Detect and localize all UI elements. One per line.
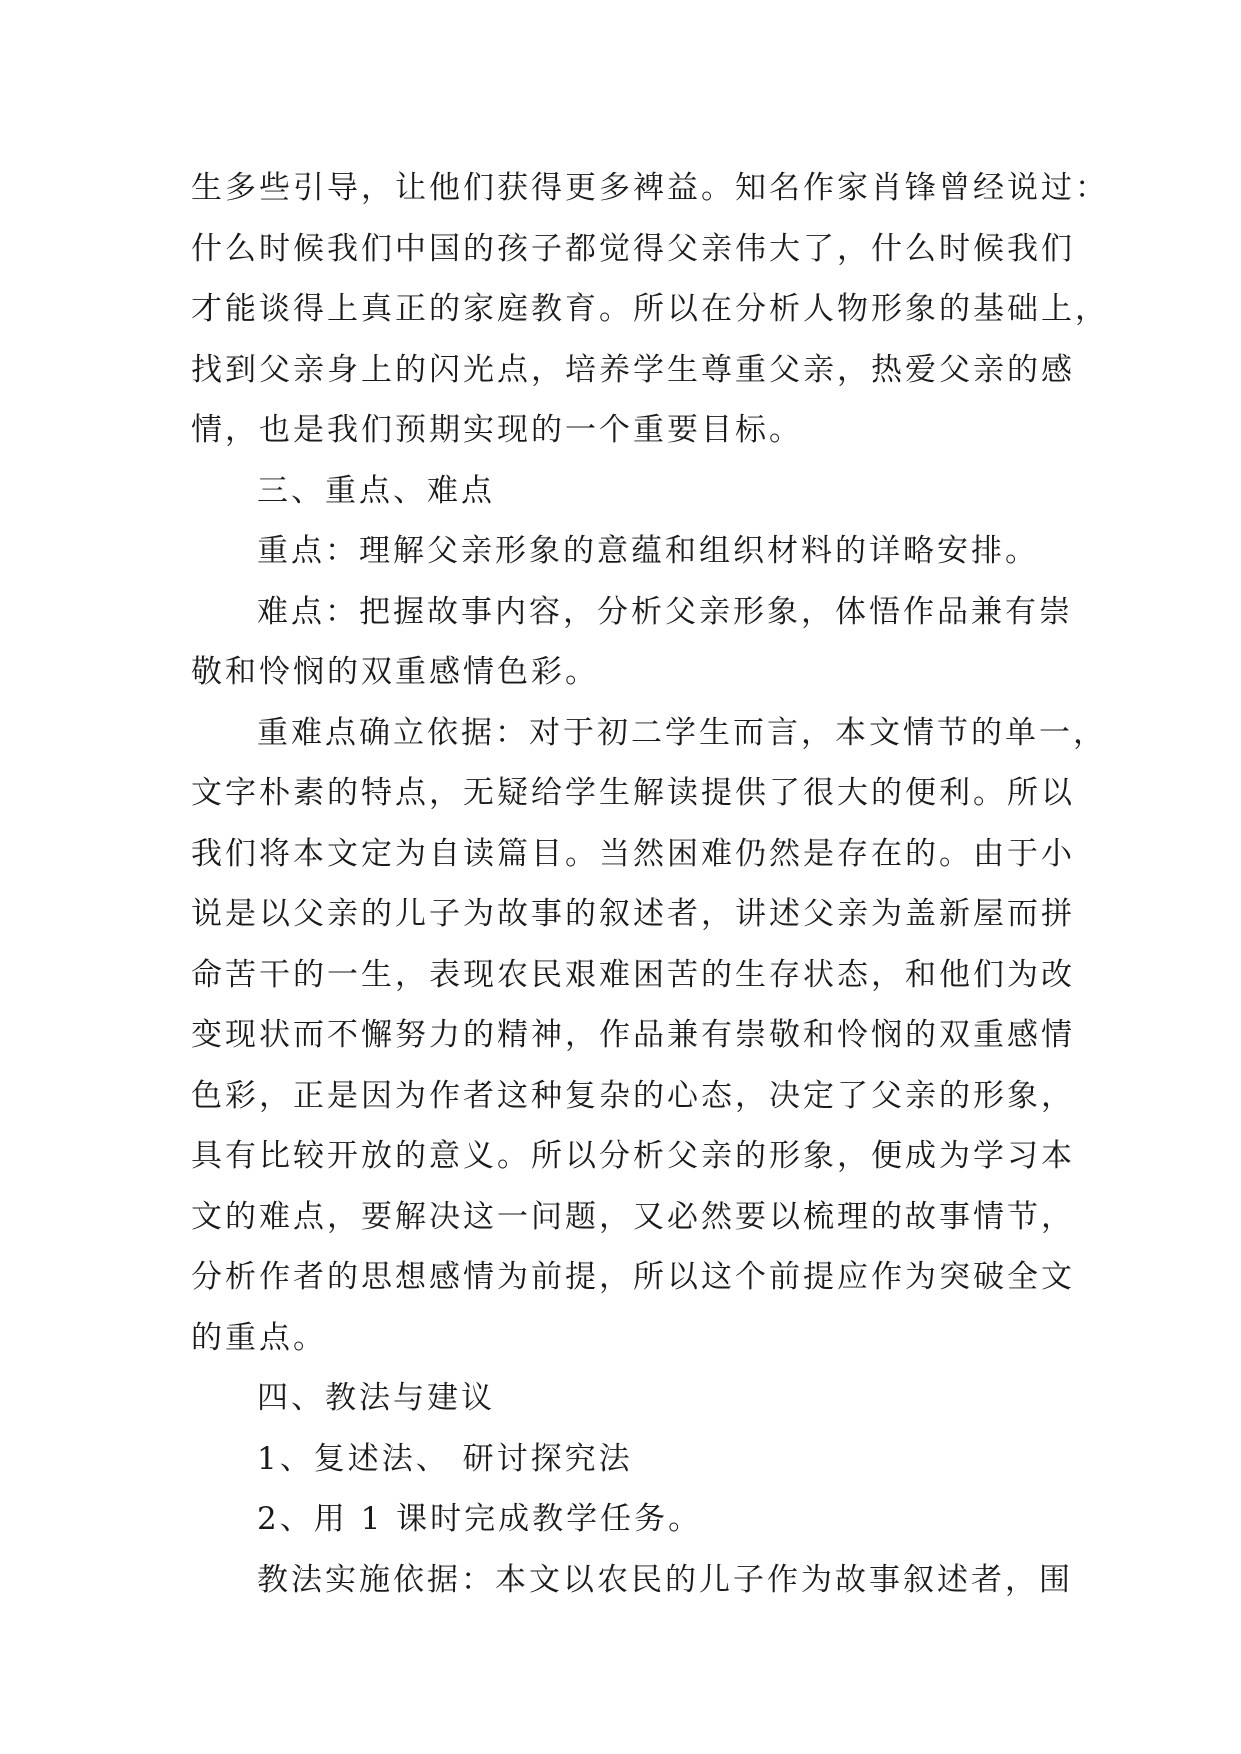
section-heading: 三、重点、难点 bbox=[257, 472, 495, 509]
list-item: 2、用 1 课时完成教学任务。 bbox=[257, 1501, 703, 1537]
paragraph-line: 情，也是我们预期实现的一个重要目标。 bbox=[191, 412, 803, 448]
paragraph-line: 才能谈得上真正的家庭教育。所以在分析人物形象的基础上， bbox=[191, 291, 1109, 327]
list-item: 1、复述法、 研讨探究法 bbox=[257, 1440, 633, 1477]
paragraph-line: 的重点。 bbox=[191, 1319, 327, 1356]
paragraph-line: 分析作者的思想感情为前提，所以这个前提应作为突破全文 bbox=[191, 1259, 1075, 1295]
paragraph-line: 文字朴素的特点，无疑给学生解读提供了很大的便利。所以 bbox=[191, 775, 1075, 811]
paragraph-line: 重难点确立依据：对于初二学生而言，本文情节的单一， bbox=[257, 714, 1107, 751]
paragraph-line: 色彩，正是因为作者这种复杂的心态，决定了父亲的形象， bbox=[191, 1077, 1075, 1114]
paragraph-line: 命苦干的一生，表现农民艰难困苦的生存状态，和他们为改 bbox=[191, 956, 1075, 993]
paragraph-line: 我们将本文定为自读篇目。当然困难仍然是存在的。由于小 bbox=[191, 835, 1075, 872]
paragraph-line: 教法实施依据：本文以农民的儿子作为故事叙述者，围 bbox=[257, 1561, 1073, 1598]
paragraph-line: 什么时候我们中国的孩子都觉得父亲伟大了，什么时候我们 bbox=[191, 230, 1075, 267]
paragraph-line: 变现状而不懈努力的精神，作品兼有崇敬和怜悯的双重感情 bbox=[191, 1017, 1075, 1053]
paragraph-line: 敬和怜悯的双重感情色彩。 bbox=[191, 654, 599, 690]
section-heading: 四、教法与建议 bbox=[257, 1380, 495, 1416]
paragraph-line: 说是以父亲的儿子为故事的叙述者，讲述父亲为盖新屋而拼 bbox=[191, 896, 1075, 932]
paragraph-line: 重点：理解父亲形象的意蕴和组织材料的详略安排。 bbox=[257, 533, 1039, 569]
paragraph-line: 文的难点，要解决这一问题，又必然要以梳理的故事情节， bbox=[191, 1198, 1075, 1235]
paragraph-line: 生多些引导，让他们获得更多裨益。知名作家肖锋曾经说过： bbox=[191, 170, 1109, 206]
paragraph-line: 难点：把握故事内容，分析父亲形象，体悟作品兼有崇 bbox=[257, 593, 1073, 630]
document-body bbox=[191, 158, 1109, 1610]
paragraph-line: 具有比较开放的意义。所以分析父亲的形象，便成为学习本 bbox=[191, 1138, 1075, 1174]
paragraph-line: 找到父亲身上的闪光点，培养学生尊重父亲，热爱父亲的感 bbox=[191, 351, 1075, 388]
